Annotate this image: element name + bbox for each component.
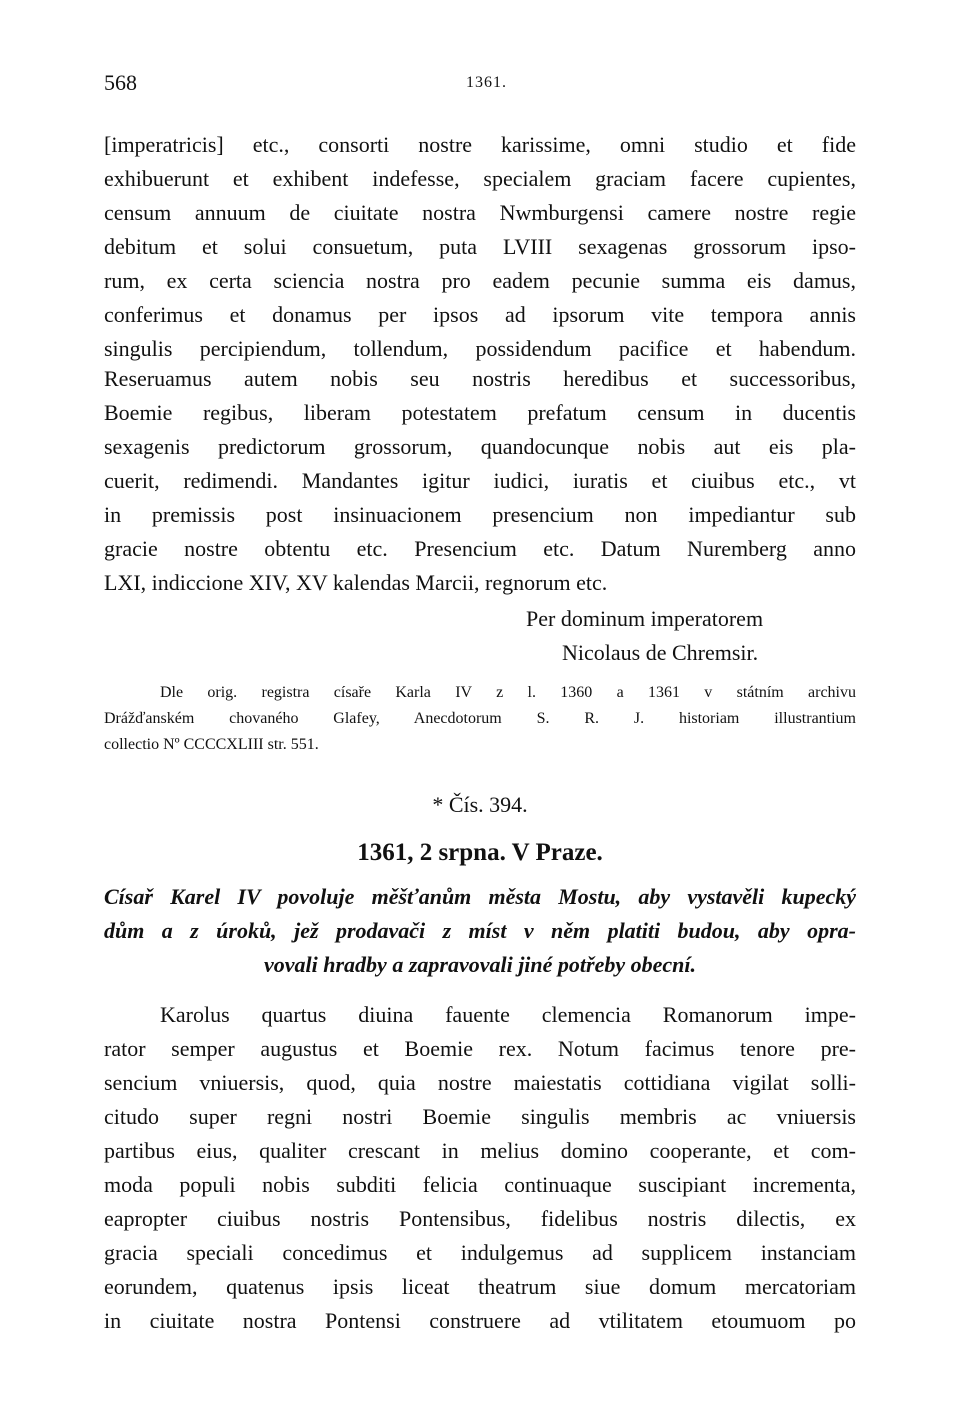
text-line: debitum et solui consuetum, puta LVIII sexagenas grossorum ipso- (104, 234, 856, 259)
signature-name: Nicolaus de Chremsir. (562, 640, 759, 665)
text-line: conferimus et donamus per ipsos ad ipsorum vite tempora annis (104, 302, 856, 327)
signature-block (526, 602, 856, 670)
text-line: partibus eius, qualiter crescant in melius domino cooperante, et com- (104, 1138, 856, 1163)
text-line-first: Karolus quartus diuina fauente clemencia Romanorum impe- (160, 1002, 856, 1027)
text-line: rum, ex certa sciencia nostra pro eadem pecunie summa eis damus, (104, 268, 856, 293)
text-line: gracie nostre obtentu etc. Presencium etc. Datum Nuremberg anno (104, 536, 856, 561)
note-line: Drážďanském chovaného Glafey, Anecdotorum S. R. J. historiam illustrantium (104, 710, 856, 727)
running-head-year: 1361. (466, 74, 507, 91)
text-line: moda populi nobis subditi felicia continuaque suscipiant incrementa, (104, 1172, 856, 1197)
charter-text (104, 998, 856, 1338)
note-line-last: collectio Nº CCCCXLIII str. 551. (104, 736, 319, 753)
text-line: sexagenis predictorum grossorum, quandocunque nobis aut eis pla- (104, 434, 856, 459)
regest-line: Císař Karel IV povoluje měšťanům města Mostu, aby vystavěli kupecký (104, 884, 856, 909)
text-line: cuerit, redimendi. Mandantes igitur iudici, iuratis et ciuibus etc., vt (104, 468, 856, 493)
document-regest (104, 880, 856, 982)
text-line: exhibuerunt et exhibent indefesse, specialem graciam facere cupientes, (104, 166, 856, 191)
note-line: Dle orig. registra císaře Karla IV z l. 1360 a 1361 v státním archivu (160, 684, 856, 701)
signature-line: Per dominum imperatorem (526, 606, 764, 631)
text-line: singulis percipiendum, tollendum, possidendum pacifice et habendum. (104, 336, 856, 361)
regest-line-last: vovali hradby a zapravovali jiné potřeby obecní. (264, 952, 696, 977)
text-line: [imperatricis] etc., consorti nostre karissime, omni studio et fide (104, 132, 856, 157)
text-line: censum annuum de ciuitate nostra Nwmburgensi camere nostre regie (104, 200, 856, 225)
text-line: sencium vniuersis, quod, quia nostre maiestatis cottidiana vigilat solli- (104, 1070, 856, 1095)
document-date-heading: 1361, 2 srpna. V Praze. (357, 839, 603, 866)
paragraph-continuation (104, 128, 856, 366)
text-line: eapropter ciuibus nostris Pontensibus, fidelibus nostris dilectis, ex (104, 1206, 856, 1231)
text-line: in premissis post insinuacionem presencium non impediantur sub (104, 502, 856, 527)
text-line: Boemie regibus, liberam potestatem prefatum censum in ducentis (104, 400, 856, 425)
paragraph-reservation (104, 362, 856, 600)
text-line-last: LXI, indiccione XIV, XV kalendas Marcii, regnorum etc. (104, 570, 608, 595)
text-line: citudo super regni nostri Boemie singulis membris ac vniuersis (104, 1104, 856, 1129)
regest-line: dům a z úroků, jež prodavači z míst v něm platiti budou, aby opra- (104, 918, 856, 943)
text-line: eorundem, quatenus ipsis liceat theatrum siue domum mercatoriam (104, 1274, 856, 1299)
document-number: * Čís. 394. (432, 792, 528, 817)
text-line: gracia speciali concedimus et indulgemus ad supplicem instanciam (104, 1240, 856, 1265)
page-header (104, 70, 856, 100)
page-number: 568 (104, 70, 137, 95)
source-note (104, 680, 856, 758)
text-line: rator semper augustus et Boemie rex. Notum facimus tenore pre- (104, 1036, 856, 1061)
text-line: Reseruamus autem nobis seu nostris heredibus et successoribus, (104, 366, 856, 391)
text-line: in ciuitate nostra Pontensi construere ad vtilitatem etoumuom po (104, 1308, 856, 1333)
